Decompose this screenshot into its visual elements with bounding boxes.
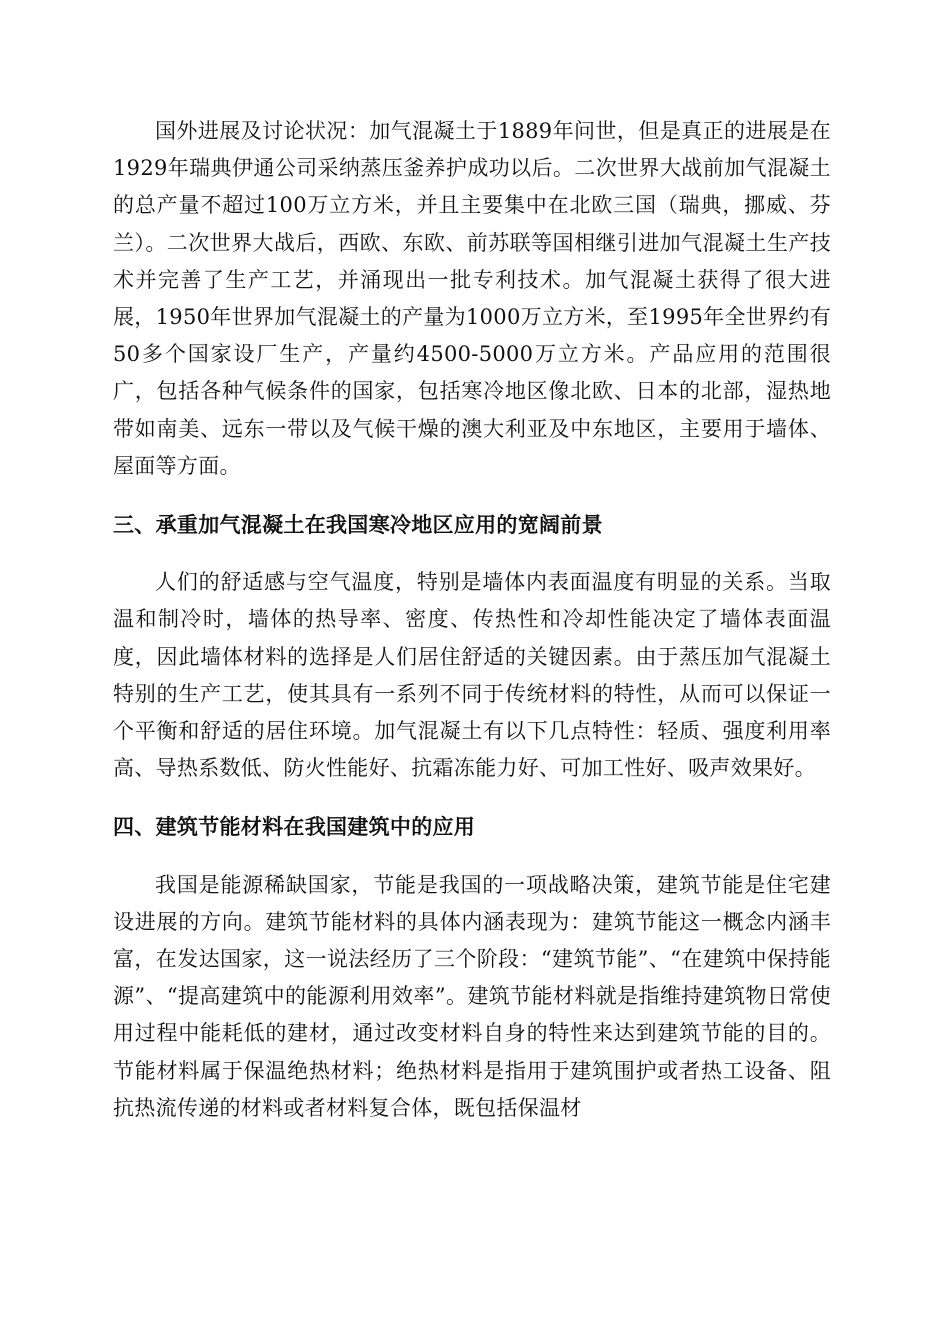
section-heading-3: 三、承重加气混凝土在我国寒冷地区应用的宽阔前景 [113,513,603,538]
paragraph-comfort-properties: 人们的舒适感与空气温度，特别是墙体内表面温度有明显的关系。当取温和制冷时，墙体的热导率、密度、传热性和冷却性能决定了墙体表面温度，因此墙体材料的选择是人们居住舒适的关键因素。由于蒸压加气混凝土特别的生产工艺，使其具有一系列不同于传统材料的特性，从而可以保证一个平衡和舒适的居住环境。加气混凝土有以下几点特性：轻质、强度利用率高、导热系数低、防火性能好、抗霜冻能力好、可加工性好、吸声效果好。 [113,570,831,781]
document-body [113,113,831,1127]
section-heading-4: 四、建筑节能材料在我国建筑中的应用 [113,815,476,840]
paragraph-foreign-progress: 国外进展及讨论状况：加气混凝土于1889年问世，但是真正的进展是在1929年瑞典伊通公司采纳蒸压釜养护成功以后。二次世界大战前加气混凝土的总产量不超过100万立方米，并且主要集中在北欧三国（瑞典，挪威、芬兰）。二次世界大战后，西欧、东欧、前苏联等国相继引进加气混凝土生产技术并完善了生产工艺，并涌现出一批专利技术。加气混凝土获得了很大进展，1950年世界加气混凝土的产量为1000万立方米，至1995年全世界约有50多个国家设厂生产，产量约4500-5000万立方米。产品应用的范围很广，包括各种气候条件的国家，包括寒冷地区像北欧、日本的北部，湿热地带如南美、远东一带以及气候干燥的澳大利亚及中东地区，主要用于墙体、屋面等方面。 [113,119,831,478]
paragraph-energy-saving-materials: 我国是能源稀缺国家，节能是我国的一项战略决策，建筑节能是住宅建设进展的方向。建筑节能材料的具体内涵表现为：建筑节能这一概念内涵丰富，在发达国家，这一说法经历了三个阶段：“建筑节能”、“在建筑中保持能源”、“提高建筑中的能源利用效率”。建筑节能材料就是指维持建筑物日常使用过程中能耗低的建材，通过改变材料自身的特性来达到建筑节能的目的。节能材料属于保温绝热材料；绝热材料是指用于建筑围护或者热工设备、阻抗热流传递的材料或者材料复合体，既包括保温材 [113,872,831,1120]
